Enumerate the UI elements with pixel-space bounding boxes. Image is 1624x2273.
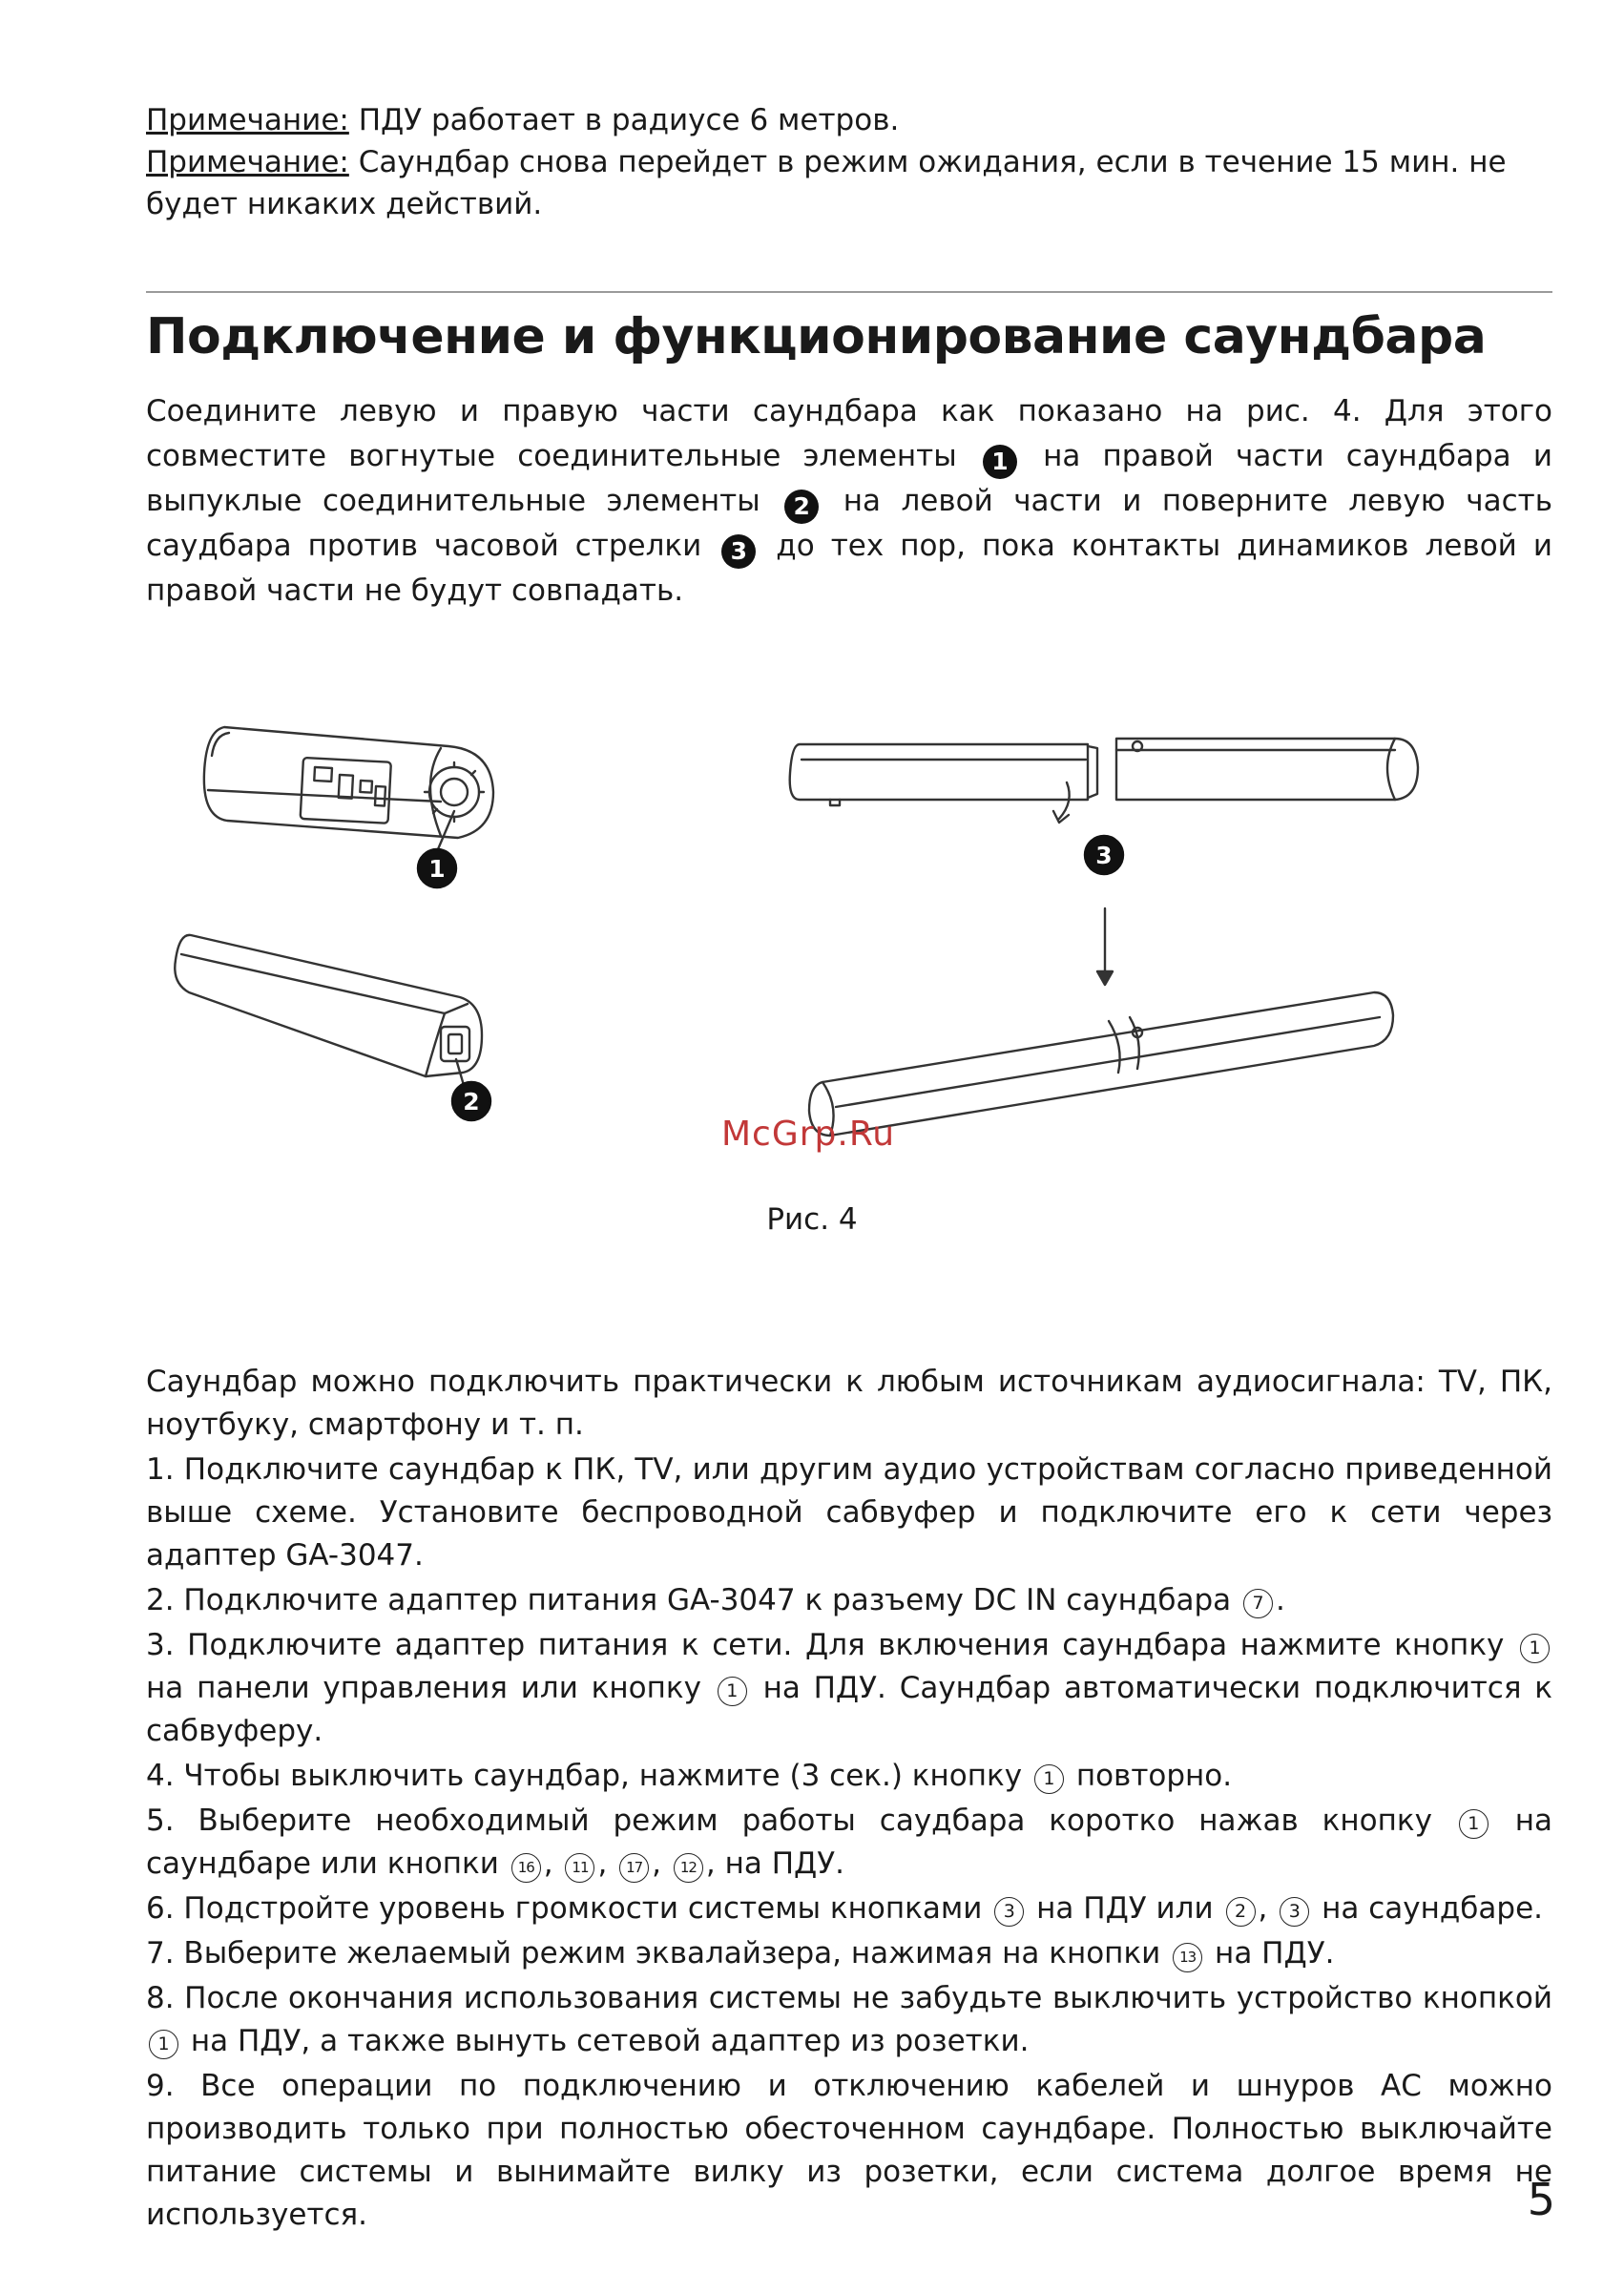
step-text: , на ПДУ. [705, 1846, 844, 1881]
ref-marker: 13 [1173, 1943, 1202, 1972]
parts-before-joining [790, 739, 1418, 823]
callout-label-2: 2 [463, 1088, 480, 1116]
figure-caption: Рис. 4 [766, 1202, 858, 1237]
arrow-head [1097, 971, 1113, 985]
intro-text: до тех пор, пока контакты динамиков левой и правой части не будут совпадать. [146, 529, 1552, 608]
callout-bullet-1: 1 [983, 445, 1017, 479]
note-standby [146, 141, 1552, 225]
instruction-step-6 [146, 1887, 1552, 1930]
ref-marker: 17 [619, 1853, 649, 1883]
callout-bullet-3: 3 [721, 534, 756, 569]
step-text: 1. Подключите саундбар к ПК, TV, или другим аудио устройствам согласно приведенной выше схеме. Установите беспроводной сабвуфер и подключите его к сети через адаптер GA-3047. [146, 1452, 1552, 1573]
notes-block [146, 99, 1552, 225]
step-text: . [1276, 1583, 1285, 1617]
step-text: на ПДУ, а также вынуть сетевой адаптер из розетки. [190, 2024, 1030, 2058]
instruction-step-1 [146, 1449, 1552, 1577]
ref-marker: 12 [674, 1853, 703, 1883]
ref-marker: 16 [511, 1853, 541, 1883]
step-text: на ПДУ. [1215, 1936, 1335, 1971]
step-text: повторно. [1075, 1759, 1233, 1793]
instruction-step-8 [146, 1977, 1552, 2063]
ref-marker: 3 [1280, 1897, 1309, 1927]
step-text: на панели управления или кнопку [146, 1671, 701, 1705]
assembly-illustration [0, 668, 1624, 1183]
ref-marker: 11 [565, 1853, 594, 1883]
soundbar-assembly-figure [0, 668, 1624, 1183]
ref-marker: 7 [1243, 1589, 1273, 1618]
step-text: на саундбаре или кнопки [146, 1804, 1553, 1881]
step-text: на ПДУ или [1036, 1891, 1214, 1926]
separator: , [543, 1846, 553, 1881]
note-label: Примечание: [146, 103, 349, 137]
ref-marker: 2 [1226, 1897, 1256, 1927]
note-text: ПДУ работает в радиусе 6 метров. [348, 103, 900, 137]
note-label: Примечание: [146, 145, 349, 179]
intro-text: на левой части и поверните левую часть саудбара против часовой стрелки [146, 484, 1552, 563]
instructions-list [146, 1361, 1552, 2239]
step-text: 9. Все операции по подключению и отключению кабелей и шнуров АС можно производить только при полностью обесточенном саундбаре. Полностью выключайте питание системы и вынимайте вилку из розетки, если система долгое время не используется. [146, 2069, 1552, 2232]
step-text: Саундбар можно подключить практически к любым источникам аудиосигнала: TV, ПК, ноутбуку, смартфону и т. п. [146, 1365, 1552, 1442]
section-heading: Подключение и функционирование саундбара [146, 308, 1487, 365]
right-part-with-connectors [204, 727, 493, 849]
step-text: 3. Подключите адаптер питания к сети. Для включения саундбара нажмите кнопку [146, 1628, 1505, 1662]
ref-marker: 1 [1520, 1634, 1550, 1663]
instruction-step-7 [146, 1932, 1552, 1975]
step-text: 2. Подключите адаптер питания GA-3047 к разъему DC IN саундбара [146, 1583, 1232, 1617]
intro-text: на правой части саундбара и выпуклые соединительные элементы [146, 439, 1552, 518]
intro-paragraph [146, 389, 1552, 614]
instruction-step-4 [146, 1755, 1552, 1798]
step-text: 6. Подстройте уровень громкости системы кнопками [146, 1891, 983, 1926]
intro-text: Соедините левую и правую части саундбара как показано на рис. 4. Для этого совместите вогнутые соединительные элементы [146, 394, 1552, 473]
ref-marker: 1 [149, 2030, 178, 2059]
note-range [146, 99, 1552, 141]
separator: , [652, 1846, 662, 1881]
step-text: 8. После окончания использования системы не забудьте выключить устройство кнопкой [146, 1981, 1552, 2015]
separator: , [597, 1846, 608, 1881]
separator: , [1258, 1891, 1268, 1926]
ref-marker: 1 [1459, 1809, 1489, 1839]
left-part-with-connector [175, 935, 482, 1092]
ref-marker: 1 [718, 1677, 747, 1706]
instruction-step-5 [146, 1800, 1552, 1886]
step-text: 7. Выберите желаемый режим эквалайзера, нажимая на кнопки [146, 1936, 1161, 1971]
step-text: на ПДУ. Саундбар автоматически подключится к сабвуферу. [146, 1671, 1552, 1748]
callout-label-3: 3 [1095, 842, 1113, 869]
watermark: McGrp.Ru [721, 1115, 896, 1154]
note-text: Саундбар снова перейдет в режим ожидания, если в течение 15 мин. не будет никаких действий. [146, 145, 1507, 221]
page-number: 5 [1527, 2174, 1555, 2225]
assembled-soundbar [809, 992, 1393, 1136]
ref-marker: 1 [1034, 1764, 1064, 1794]
step-text: 4. Чтобы выключить саундбар, нажмите (3 сек.) кнопку [146, 1759, 1023, 1793]
section-divider [146, 291, 1552, 293]
instruction-step-3 [146, 1624, 1552, 1753]
instruction-step-2 [146, 1579, 1552, 1622]
ref-marker: 3 [994, 1897, 1024, 1927]
callout-bullet-2: 2 [784, 490, 819, 524]
instruction-step-9 [146, 2065, 1552, 2237]
instruction-intro [146, 1361, 1552, 1447]
step-text: на саундбаре. [1322, 1891, 1544, 1926]
step-text: 5. Выберите необходимый режим работы саудбара коротко нажав кнопку [146, 1804, 1432, 1838]
callout-label-1: 1 [428, 855, 446, 883]
